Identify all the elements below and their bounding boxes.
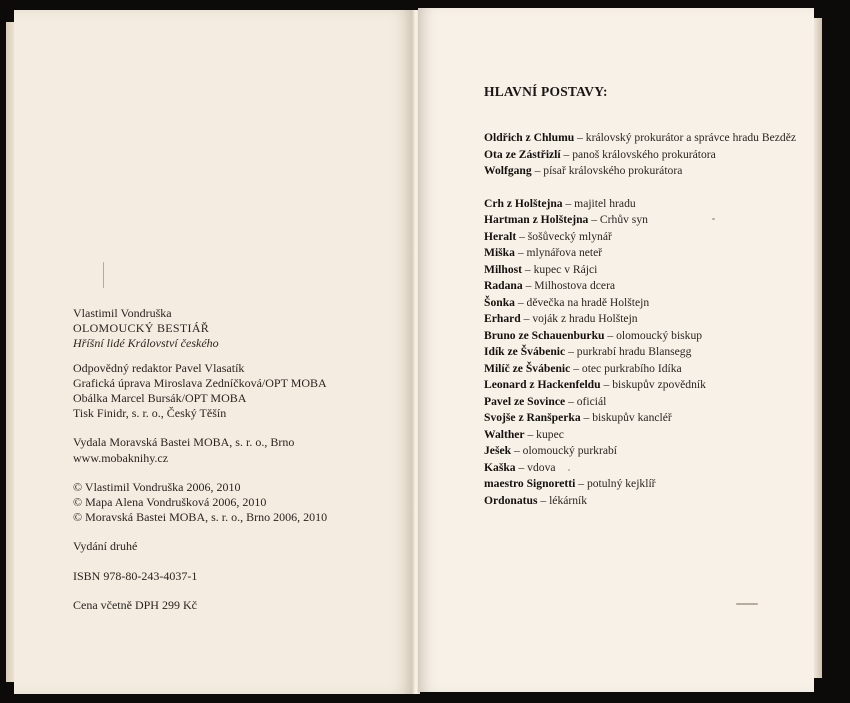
cast-description: – lékárník [537, 493, 588, 507]
cast-heading: HLAVNÍ POSTAVY: [484, 84, 608, 99]
cast-description: – biskupův kancléř [580, 411, 672, 424]
cast-name: Leonard z Hackenfeldu [484, 378, 601, 391]
cast-entry [484, 147, 796, 164]
cast-entry [484, 130, 796, 147]
cast-description: – vdova [515, 460, 556, 474]
cast-description: – majitel hradu [562, 196, 636, 210]
cast-description: – olomoucký purkrabí [511, 444, 617, 457]
imprint-block [73, 306, 327, 613]
cast-entry [484, 196, 796, 213]
imprint-series: Hříšní lidé Království českého [73, 336, 219, 351]
cast-name: Svojše z Ranšperka [484, 411, 581, 424]
imprint-copyright-1: © Vlastimil Vondruška 2006, 2010 [73, 479, 241, 494]
cast-entry [484, 278, 796, 295]
cast-entry [484, 229, 796, 246]
cast-name: Miška [484, 246, 515, 259]
imprint-editor: Odpovědný redaktor Pavel Vlasatík [73, 360, 245, 375]
cast-entry [484, 460, 796, 477]
cast-name: maestro Signoretti [484, 477, 576, 490]
cast-name: Oldřich z Chlumu [484, 131, 575, 144]
cast-name: Hartman z Holštejna [484, 213, 589, 226]
cast-description: – šošůvecký mlynář [516, 229, 612, 243]
cast-description: – děvečka na hradě Holštejn [514, 295, 650, 309]
cast-description: – voják z hradu Holštejn [520, 312, 638, 325]
cast-description: – kupec [524, 427, 564, 441]
imprint-cover: Obálka Marcel Bursák/OPT MOBA [73, 391, 247, 406]
cast-entry [484, 361, 796, 378]
cast-entry [484, 377, 796, 394]
cast-entry [484, 262, 796, 279]
imprint-copyright-2: © Mapa Alena Vondrušková 2006, 2010 [73, 495, 267, 510]
cast-description: – kupec v Rájci [522, 262, 598, 276]
cast-description: – písař královského prokurátora [531, 164, 683, 177]
cast-name: Erhard [484, 312, 521, 325]
imprint-price: Cena včetně DPH 299 Kč [73, 597, 197, 612]
cast-description: – olomoucký biskup [604, 328, 703, 342]
imprint-publisher: Vydala Moravská Bastei MOBA, s. r. o., Brno [73, 435, 295, 450]
cast-entry [484, 476, 796, 493]
cast-description: – mlynářova neteř [514, 246, 603, 259]
cast-name: Bruno ze Schauenburku [484, 328, 605, 342]
cast-name: Šonka [484, 295, 515, 309]
cast-entry [484, 328, 796, 345]
cast-name: Wolfgang [484, 164, 532, 177]
right-page-edge [814, 18, 822, 678]
paper-speck [736, 603, 758, 605]
cast-name: Crh z Holštejna [484, 196, 563, 210]
imprint-edition: Vydání druhé [73, 539, 138, 554]
cast-name: Milíč ze Švábenic [484, 361, 571, 375]
imprint-isbn: ISBN 978-80-243-4037-1 [73, 568, 198, 583]
cast-description: – potulný kejklíř [575, 477, 656, 490]
imprint-web: www.mobaknihy.cz [73, 450, 169, 465]
cast-entry [484, 212, 796, 229]
cast-description: – královský prokurátor a správce hradu Bezděz [574, 131, 796, 144]
cast-entry [484, 443, 796, 460]
imprint-copyright-3: © Moravská Bastei MOBA, s. r. o., Brno 2006, 2010 [73, 510, 328, 525]
cast-entry [484, 295, 796, 312]
cast-description: – Crhův syn [588, 213, 648, 226]
cast-entry [484, 410, 796, 427]
cast-list [484, 130, 796, 509]
cast-name: Ordonatus [484, 493, 538, 507]
cast-description: – panoš královského prokurátora [560, 147, 716, 161]
cast-name: Kaška [484, 460, 516, 474]
cast-entry [484, 163, 796, 180]
cast-name: Ota ze Zástřizlí [484, 147, 561, 161]
cast-name: Heralt [484, 229, 517, 243]
imprint-author: Vlastimil Vondruška [73, 306, 172, 320]
cast-name: Pavel ze Sovince [484, 394, 566, 408]
cast-description: – Milhostova dcera [522, 279, 616, 292]
cast-description: – biskupův zpovědník [600, 378, 706, 391]
cast-entry [484, 344, 796, 361]
cast-entry [484, 311, 796, 328]
cast-name: Idík ze Švábenic [484, 345, 566, 358]
imprint-print: Tisk Finidr, s. r. o., Český Těšín [73, 406, 227, 421]
cast-name: Radana [484, 279, 523, 292]
cast-description: – otec purkrabího Idíka [570, 361, 682, 375]
imprint-graphic: Grafická úprava Miroslava Zedníčková/OPT MOBA [73, 375, 327, 390]
cast-description: – oficiál [565, 394, 607, 408]
cast-name: Ješek [484, 444, 512, 457]
imprint-title: OLOMOUCKÝ BESTIÁŘ [73, 321, 210, 336]
cast-entry [484, 394, 796, 411]
cast-entry [484, 493, 796, 510]
cast-name: Milhost [484, 262, 523, 276]
cast-name: Walther [484, 427, 525, 441]
cast-entry [484, 427, 796, 444]
cast-description: – purkrabí hradu Blansegg [565, 345, 692, 358]
cast-entry [484, 245, 796, 262]
paper-speck [103, 262, 104, 288]
